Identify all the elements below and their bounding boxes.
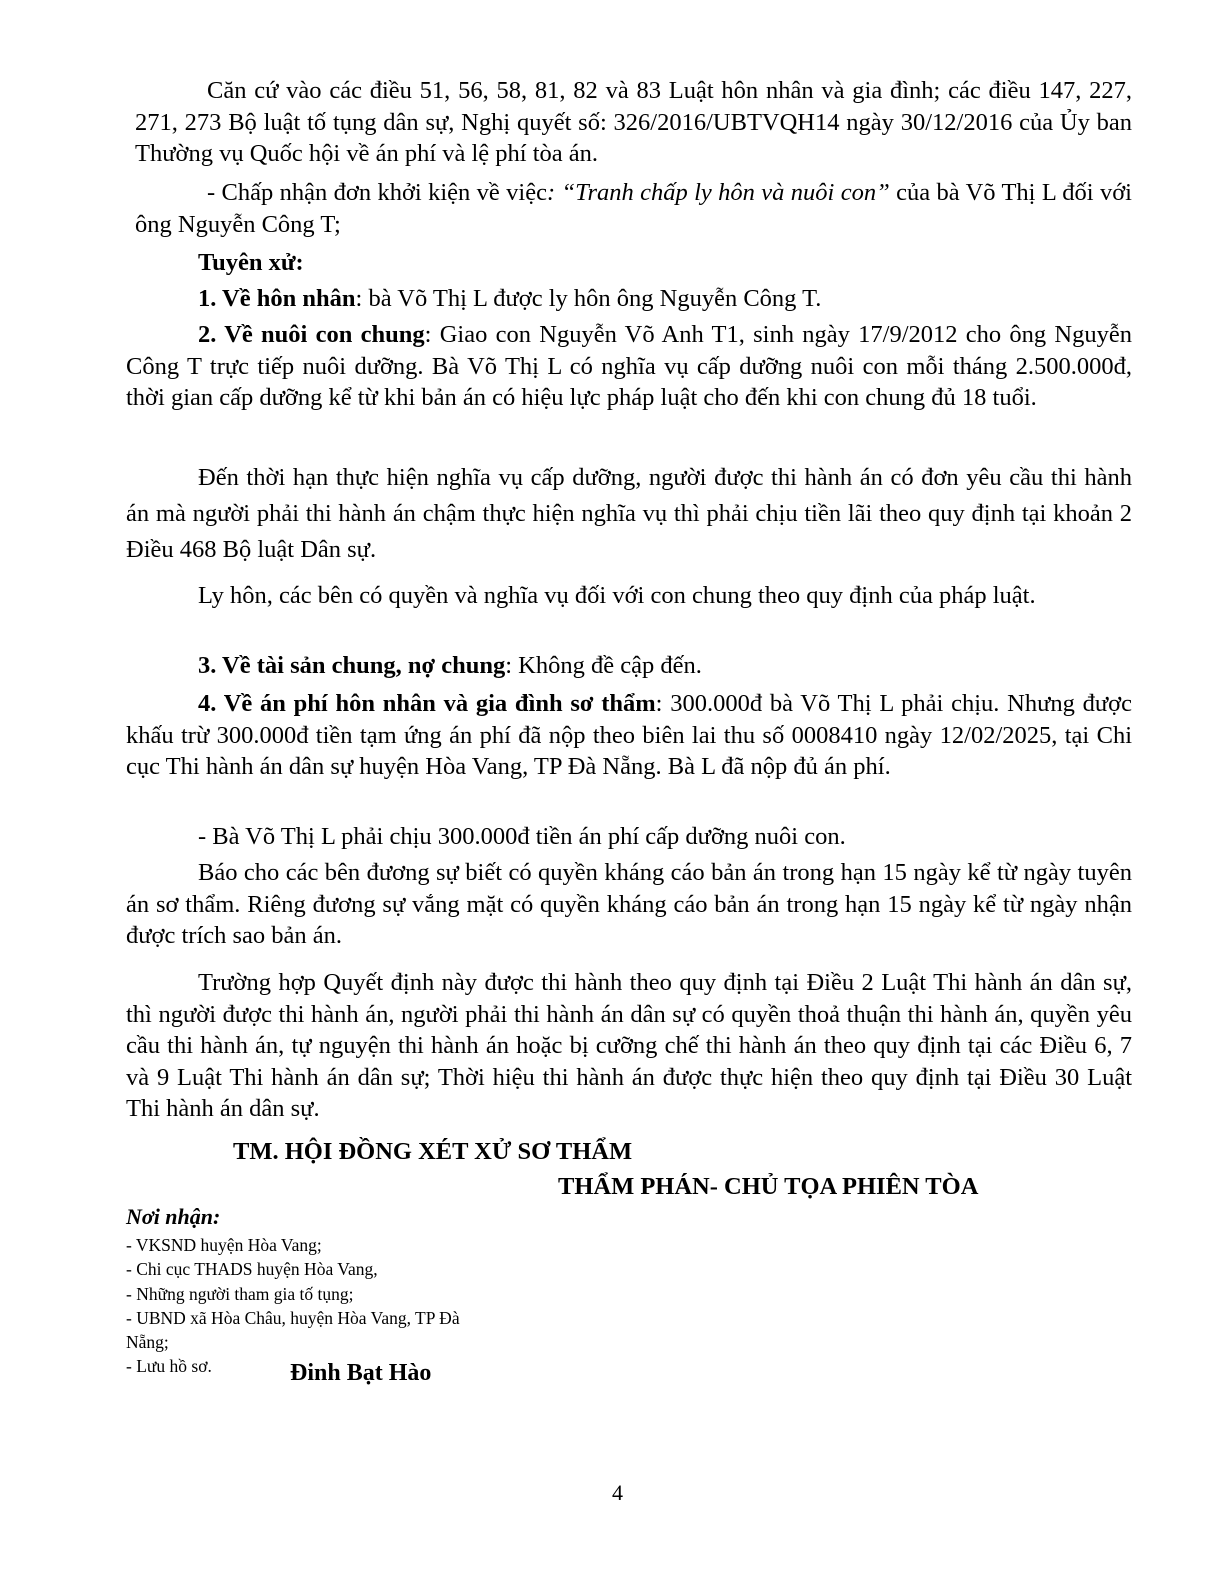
recipient-item: - VKSND huyện Hòa Vang; xyxy=(126,1235,322,1255)
item-property-debt-label: 3. Về tài sản chung, nợ chung xyxy=(198,652,506,679)
recipients-title: Nơi nhận: xyxy=(126,1204,221,1229)
item-marriage-label: 1. Về hôn nhân xyxy=(198,285,356,312)
item-court-fee-text: : 300.000đ bà Võ Thị L phải chịu. Nhưng được khấu trừ 300.000đ tiền tạm ứng án phí đã nộp theo biên lai thu số 0008410 ngày 12/02/2025, tại Chi cục Thi hành án dân sự huyện Hòa Vang, TP Đà Nẵng. Bà L đã nộp đủ án phí. xyxy=(126,690,1132,780)
item-property-debt xyxy=(198,650,702,682)
item-child-custody xyxy=(126,319,1132,414)
recipient-item: - Những người tham gia tố tụng; xyxy=(126,1283,354,1304)
interest-paragraph: Đến thời hạn thực hiện nghĩa vụ cấp dưỡng, người được thi hành án có đơn yêu cầu thi hành án mà người phải thi hành án chậm thực hiện nghĩa vụ thì phải chịu tiền lãi theo quy định tại khoản 2 Điều 468 Bộ luật Dân sự. xyxy=(126,464,1132,563)
appeal-paragraph: Báo cho các bên đương sự biết có quyền kháng cáo bản án trong hạn 15 ngày kể từ ngày tuyên án sơ thẩm. Riêng đương sự vắng mặt có quyền kháng cáo bản án trong hạn 15 ngày kể từ ngày nhận được trích sao bản án. xyxy=(126,859,1132,949)
item-court-fee-label: 4. Về án phí hôn nhân và gia đình sơ thẩm xyxy=(198,690,656,717)
verdict-heading: Tuyên xử: xyxy=(198,249,304,276)
execution-paragraph: Trường hợp Quyết định này được thi hành theo quy định tại Điều 2 Luật Thi hành án dân sự, thì người được thi hành án, người phải thi hành án dân sự có quyền thoả thuận thi hành án, quyền yêu cầu thi hành án, tự nguyện thi hành án hoặc bị cưỡng chế thi hành án theo quy định tại các Điều 6, 7 và 9 Luật Thi hành án dân sự; Thời hiệu thi hành án được thực hiện theo quy định tại Điều 30 Luật Thi hành án dân sự. xyxy=(126,969,1132,1122)
divorce-rights-paragraph: Ly hôn, các bên có quyền và nghĩa vụ đối với con chung theo quy định của pháp luật. xyxy=(198,582,1036,609)
item-child-custody-label: 2. Về nuôi con chung xyxy=(198,321,425,348)
support-fee-paragraph: - Bà Võ Thị L phải chịu 300.000đ tiền án phí cấp dưỡng nuôi con. xyxy=(198,823,846,850)
item-property-debt-text: : Không đề cập đến. xyxy=(505,652,702,679)
acceptance-paragraph xyxy=(135,177,1132,240)
item-court-fee xyxy=(126,688,1132,783)
item-marriage xyxy=(198,283,821,315)
council-title: TM. HỘI ĐỒNG XÉT XỬ SƠ THẨM xyxy=(233,1138,633,1165)
judge-name: Đinh Bạt Hào xyxy=(290,1360,432,1386)
acceptance-prefix: - Chấp nhận đơn khởi kiện về việc xyxy=(207,179,547,206)
item-child-custody-text: : Giao con Nguyễn Võ Anh T1, sinh ngày 17/9/2012 cho ông Nguyễn Công T trực tiếp nuôi dưỡng. Bà Võ Thị L có nghĩa vụ cấp dưỡng nuôi con mỗi tháng 2.500.000đ, thời gian cấp dưỡng kể từ khi bản án có hiệu lực pháp luật cho đến khi con chung đủ 18 tuổi. xyxy=(126,321,1132,411)
judge-title: THẨM PHÁN- CHỦ TỌA PHIÊN TÒA xyxy=(558,1173,979,1200)
recipient-item: - Lưu hồ sơ. xyxy=(126,1356,212,1377)
recipients-list xyxy=(126,1233,506,1379)
recipient-item: - UBND xã Hòa Châu, huyện Hòa Vang, TP Đà Nẵng; xyxy=(126,1307,460,1353)
legal-basis-paragraph: Căn cứ vào các điều 51, 56, 58, 81, 82 và 83 Luật hôn nhân và gia đình; các điều 147, 227, 271, 273 Bộ luật tố tụng dân sự, Nghị quyết số: 326/2016/UBTVQH14 ngày 30/12/2016 của Ủy ban Thường vụ Quốc hội về án phí và lệ phí tòa án. xyxy=(135,77,1132,167)
acceptance-suffix: của bà Võ Thị L đối với ông Nguyễn Công T; xyxy=(135,179,1132,238)
case-subject-quote: : “Tranh chấp ly hôn và nuôi con” xyxy=(547,179,890,206)
page-number: 4 xyxy=(612,1480,623,1505)
recipient-item: - Chi cục THADS huyện Hòa Vang, xyxy=(126,1259,378,1280)
item-marriage-text: : bà Võ Thị L được ly hôn ông Nguyễn Công T. xyxy=(355,285,822,312)
